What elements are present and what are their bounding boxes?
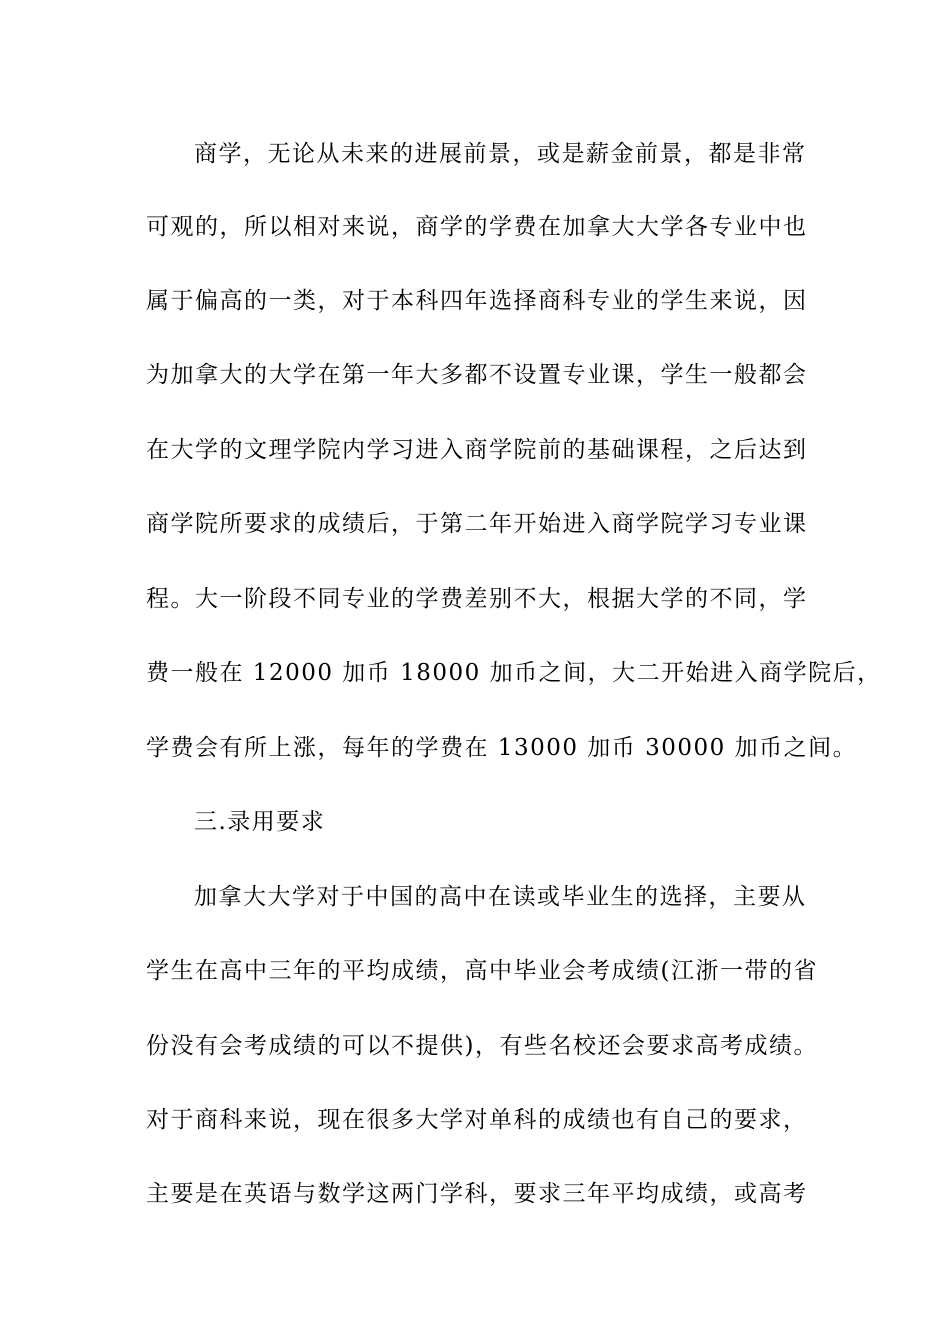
paragraph-line: 在大学的文理学院内学习进入商学院前的基础课程，之后达到: [146, 437, 808, 463]
paragraph-line: 份没有会考成绩的可以不提供)，有些名校还会要求高考成绩。: [146, 1033, 818, 1059]
paragraph-line: 商学，无论从未来的进展前景，或是薪金前景，都是非常: [194, 141, 807, 167]
paragraph-line: 学费会有所上涨，每年的学费在 13000 加币 30000 加币之间。: [146, 735, 858, 761]
paragraph-line: 加拿大大学对于中国的高中在读或毕业生的选择，主要从: [194, 884, 807, 910]
paragraph-line: 学生在高中三年的平均成绩，高中毕业会考成绩(江浙一带的省: [146, 958, 818, 984]
paragraph-line: 可观的，所以相对来说，商学的学费在加拿大大学各专业中也: [146, 214, 808, 240]
paragraph-line: 主要是在英语与数学这两门学科，要求三年平均成绩，或高考: [146, 1181, 808, 1207]
paragraph-line: 费一般在 12000 加币 18000 加币之间，大二开始进入商学院后，: [146, 660, 882, 686]
paragraph-line: 对于商科来说，现在很多大学对单科的成绩也有自己的要求，: [146, 1107, 808, 1133]
paragraph-line: 程。大一阶段不同专业的学费差别不大，根据大学的不同，学: [146, 586, 808, 612]
paragraph-line: 属于偏高的一类，对于本科四年选择商科专业的学生来说，因: [146, 288, 808, 314]
paragraph-line: 为加拿大的大学在第一年大多都不设置专业课，学生一般都会: [146, 362, 808, 388]
paragraph-line: 商学院所要求的成绩后，于第二年开始进入商学院学习专业课: [146, 511, 808, 537]
section-heading: 三.录用要求: [194, 809, 326, 835]
